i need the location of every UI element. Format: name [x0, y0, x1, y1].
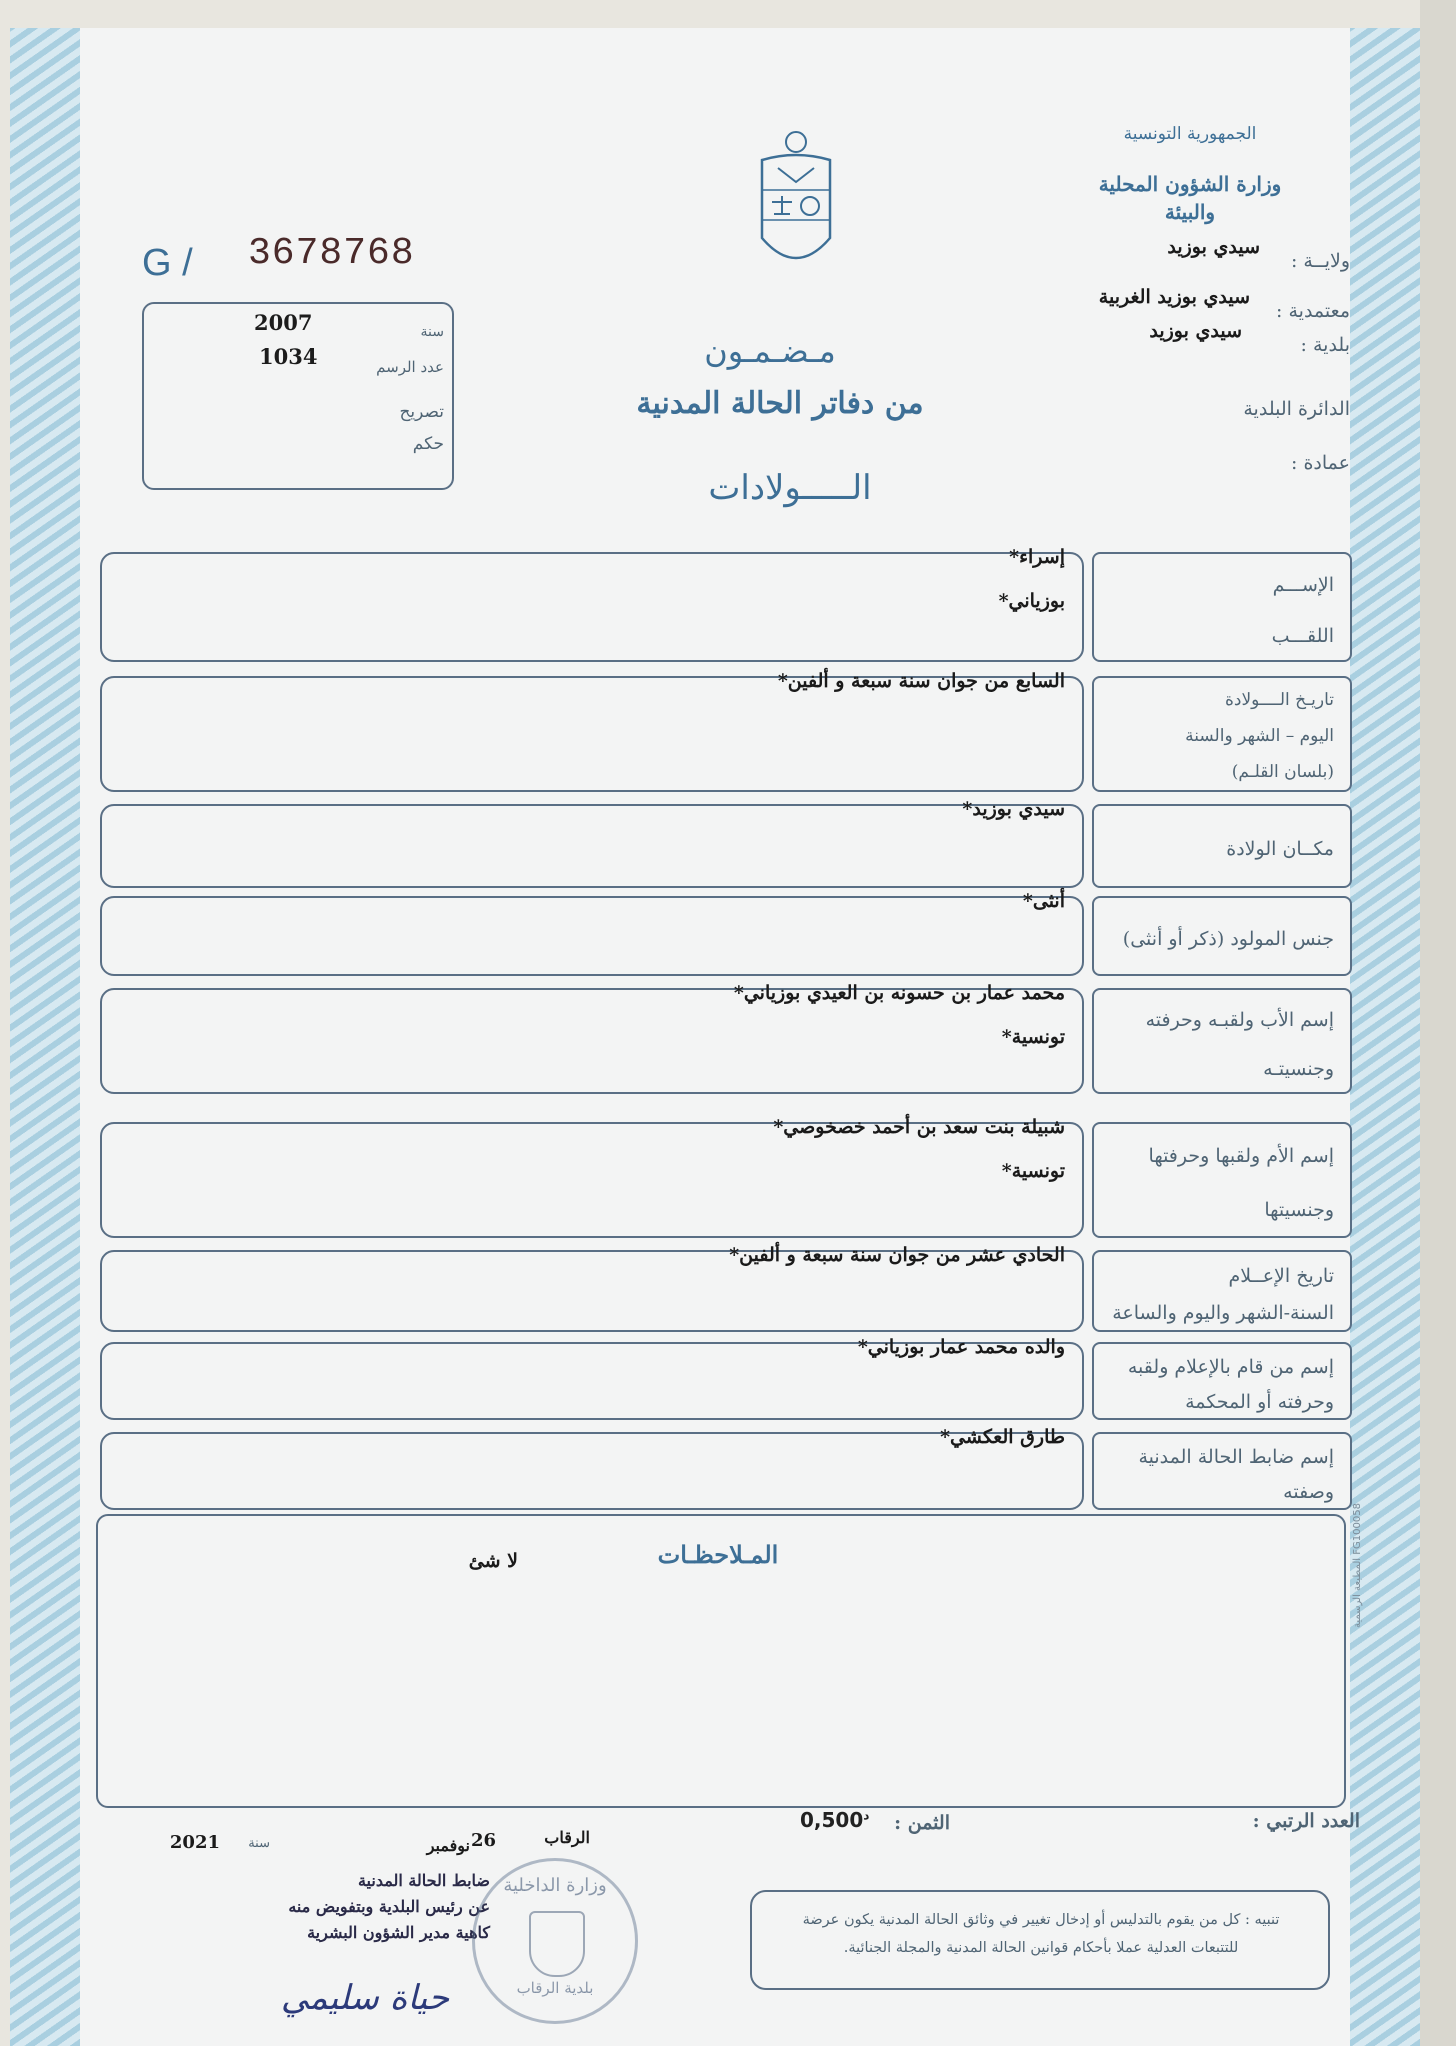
side-print-name: المطبعة الرسمية: [1352, 1557, 1363, 1628]
field-value: تونسية*: [1001, 1026, 1065, 1048]
field-value-box: [100, 676, 1084, 792]
remarks-box: [96, 1514, 1346, 1808]
ministry-line-1: وزارة الشؤون المحلية: [1098, 172, 1282, 196]
field-label-box: [1092, 1432, 1352, 1510]
stamp-emblem-icon: [529, 1911, 585, 1977]
delegation-label: معتمدية :: [1276, 300, 1350, 322]
field-label: اللقـــب: [1271, 624, 1334, 647]
field-value: تونسية*: [1001, 1160, 1065, 1182]
registry-number-value: 1034: [259, 344, 318, 369]
price-amount: 0,500: [800, 1808, 864, 1832]
issue-year: 2021: [169, 1832, 220, 1853]
right-guilloche-border: [1350, 28, 1420, 2046]
remarks-value: لا شئ: [468, 1550, 518, 1572]
field-value: إسراء*: [1009, 546, 1065, 568]
field-value: طارق العكشي*: [940, 1426, 1065, 1448]
warning-line-1: تنبيه : كل من يقوم بالتدليس أو إدخال تغيير في وثائق الحالة المدنية يكون عرضة: [802, 1912, 1280, 1928]
field-value: الحادي عشر من جوان سنة سبعة و ألفين*: [729, 1244, 1065, 1266]
field-label-box: [1092, 552, 1352, 662]
issue-year-label: سنة: [248, 1836, 270, 1851]
handwritten-signature-name: حياة سليمي: [280, 1978, 450, 2018]
wilaya-label: ولايــة :: [1290, 250, 1350, 272]
left-guilloche-border: [10, 28, 80, 2046]
field-label: وجنسيتـه: [1263, 1057, 1334, 1080]
tunisia-coat-of-arms: [748, 128, 844, 278]
field-label: إسم الأم ولقبها وحرفتها: [1148, 1145, 1334, 1167]
field-label: إسم ضابط الحالة المدنية: [1138, 1445, 1334, 1468]
warning-text: [764, 1906, 1318, 1962]
field-label: السنة-الشهر واليوم والساعة: [1112, 1301, 1334, 1324]
side-print-code: [1352, 1503, 1363, 1628]
stamp-municipality-text: بلدية الرقاب: [516, 1979, 594, 1997]
field-label: الإســـم: [1272, 573, 1334, 596]
registry-declaration-label: تصريح: [399, 402, 444, 422]
field-label: وصفته: [1283, 1480, 1334, 1503]
field-label: جنس المولود (ذكر أو أنثى): [1122, 928, 1334, 950]
ministry-line-2: والبيئة: [1164, 200, 1216, 224]
official-line-2: عن رئيس البلدية وبتفويض منه: [288, 1897, 490, 1916]
price-unit: د: [863, 1808, 870, 1823]
field-label-box: [1092, 1250, 1352, 1332]
registry-year-label: سنة: [420, 324, 444, 340]
adjacent-page: [1420, 0, 1456, 2046]
municipality-value: سيدي بوزيد: [1149, 320, 1242, 342]
field-label: تاريخ الإعــلام: [1228, 1264, 1334, 1287]
registry-judgment-label: حكم: [412, 434, 444, 454]
registry-number-label: عدد الرسم: [376, 358, 444, 376]
side-code: FG100058: [1352, 1503, 1363, 1555]
registry-box: [142, 302, 454, 490]
document-title: مـضـمـون: [704, 332, 836, 370]
ministry-name: [1070, 170, 1310, 226]
registry-year-value: 2007: [254, 310, 313, 335]
municipality-label: بلدية :: [1300, 334, 1350, 356]
official-line-3: كاهية مدير الشؤون البشرية: [307, 1923, 490, 1942]
field-label: اليوم – الشهر والسنة: [1185, 726, 1334, 746]
omada-label: عمادة :: [1291, 452, 1350, 474]
issue-city: الرقاب: [544, 1828, 590, 1847]
field-value: السابع من جوان سنة سبعة و ألفين*: [777, 670, 1065, 692]
district-label: الدائرة البلدية: [1243, 398, 1350, 420]
remarks-label: المـلاحظـات: [657, 1540, 779, 1569]
price-label: الثمن :: [894, 1812, 950, 1834]
legal-warning-box: [750, 1890, 1330, 1990]
field-label-box: [1092, 896, 1352, 976]
field-value: بوزياني*: [998, 590, 1065, 612]
field-label: إسم الأب ولقبـه وحرفته: [1145, 1008, 1334, 1031]
field-label-box: [1092, 988, 1352, 1094]
official-line-1: ضابط الحالة المدنية: [357, 1871, 490, 1890]
republic-label: الجمهورية التونسية: [1123, 124, 1257, 144]
field-label-box: [1092, 1342, 1352, 1420]
official-title: [210, 1868, 490, 1946]
field-label-box: [1092, 676, 1352, 792]
field-value: محمد عمار بن حسونه بن العيدي بوزياني*: [733, 982, 1065, 1004]
field-value: سيدي بوزيد*: [962, 798, 1065, 820]
field-label: وحرفته أو المحكمة: [1185, 1390, 1334, 1413]
warning-line-2: للتتبعات العدلية عملا بأحكام قوانين الحالة المدنية والمجلة الجنائية.: [843, 1940, 1239, 1956]
birth-certificate-document: [10, 28, 1420, 2046]
stamp-ministry-text: وزارة الداخلية: [503, 1875, 607, 1896]
field-value: شبيلة بنت سعد بن أحمد خصخوصي*: [773, 1116, 1065, 1138]
wilaya-value: سيدي بوزيد: [1167, 236, 1260, 258]
field-label: وجنسيتها: [1264, 1199, 1334, 1221]
document-subtitle: من دفاتر الحالة المدنية: [636, 386, 924, 421]
field-label: مكــان الولادة: [1226, 838, 1334, 860]
field-label-box: [1092, 804, 1352, 888]
field-label-box: [1092, 1122, 1352, 1238]
official-round-stamp: [472, 1858, 638, 2024]
serial-prefix: G /: [142, 242, 193, 284]
issue-day: 26: [470, 1830, 496, 1851]
delegation-value: سيدي بوزيد الغربية: [1098, 286, 1250, 308]
field-value: والده محمد عمار بوزياني*: [857, 1336, 1065, 1358]
field-label: (بلسان القلـم): [1231, 762, 1334, 782]
field-value: أنثى*: [1022, 890, 1065, 912]
field-label: تاريـخ الــــولادة: [1225, 690, 1334, 710]
ordinal-number-label: العدد الرتبي :: [1252, 1810, 1360, 1832]
price-value: [800, 1808, 869, 1832]
serial-number: 3678768: [248, 232, 415, 275]
section-title: الـــــولادات: [708, 468, 872, 508]
field-label: إسم من قام بالإعلام ولقبه: [1127, 1355, 1334, 1378]
issue-month: نوفمبر: [426, 1836, 470, 1855]
